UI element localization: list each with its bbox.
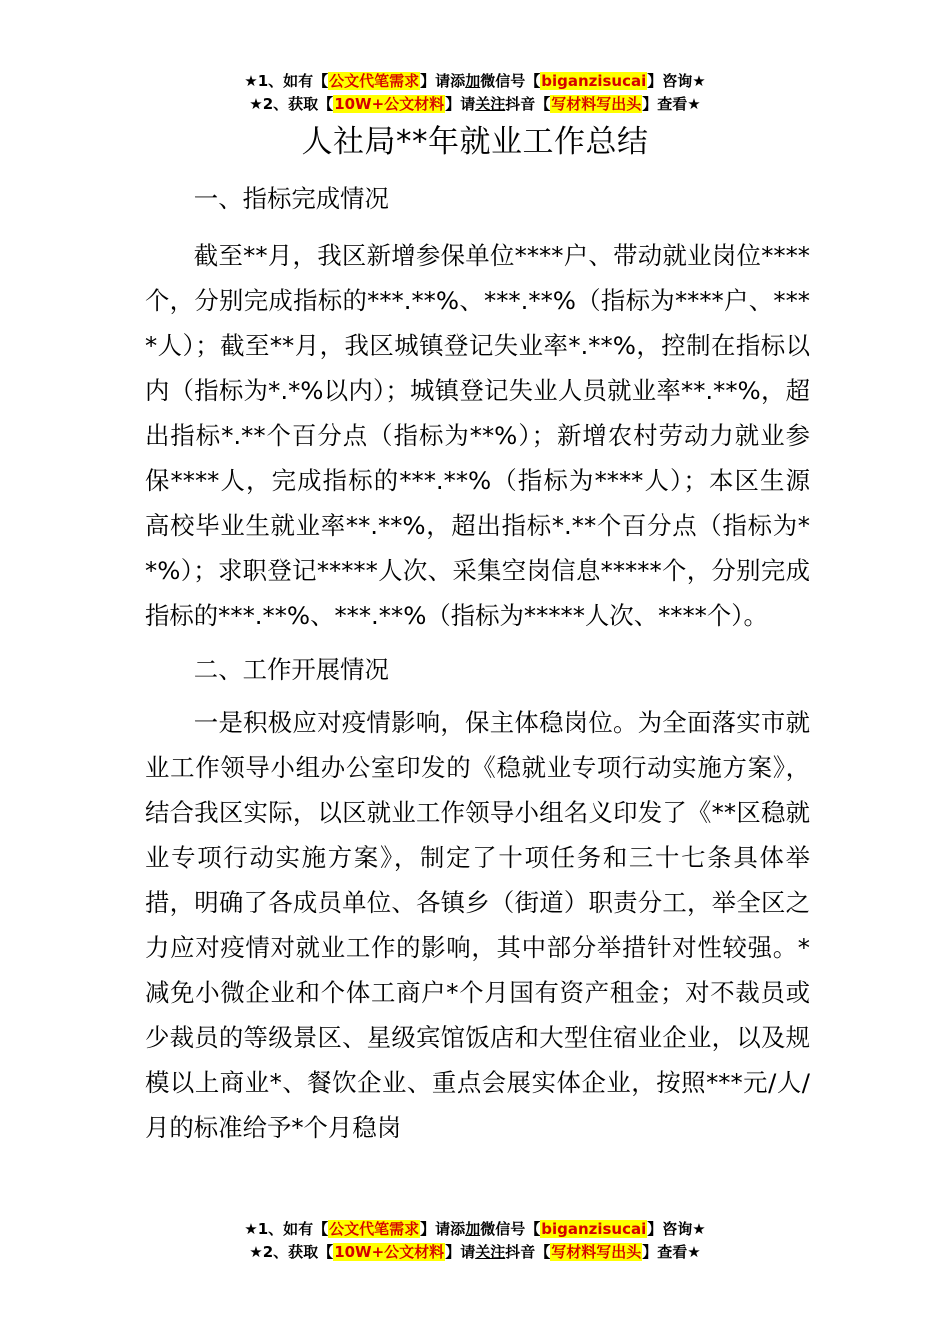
document-body bbox=[145, 176, 810, 1150]
document-title: 人社局**年就业工作总结 bbox=[301, 124, 649, 160]
section-2-paragraph: 一是积极应对疫情影响，保主体稳岗位。为全面落实市就业工作领导小组办公室印发的《稳就业专项行动实施方案》，结合我区实际，以区就业工作领导小组名义印发了《**区稳就业专项行动实施方案》，制定了十项任务和三十七条具体举措，明确了各成员单位、各镇乡（街道）职责分工，举全区之力应对疫情对就业工作的影响，其中部分举措针对性较强。*减免小微企业和个体工商户*个月国有资产租金；对不裁员或少裁员的等级景区、星级宾馆饭店和大型住宿业企业，以及规模以上商业*、餐饮企业、重点会展实体企业，按照***元/人/月的标准给予*个月稳岗 bbox=[145, 708, 810, 1142]
highlight-douyin: 写材料写出头 bbox=[551, 95, 642, 113]
highlight-service: 公文代笔需求 bbox=[329, 1220, 420, 1238]
highlight-service: 公文代笔需求 bbox=[329, 72, 420, 90]
section-2-heading: 二、工作开展情况 bbox=[193, 655, 389, 684]
banner-line-1: ★1、如有【公文代笔需求】请添加微信号【biganzisucai】咨询★ bbox=[244, 72, 706, 90]
highlight-materials: 10W+公文材料 bbox=[334, 1243, 445, 1261]
highlight-wechat-id: biganzisucai bbox=[541, 72, 647, 90]
banner-line-1: ★1、如有【公文代笔需求】请添加微信号【biganzisucai】咨询★ bbox=[244, 1220, 706, 1238]
section-1-heading: 一、指标完成情况 bbox=[193, 184, 389, 213]
banner-line-2: ★2、获取【10W+公文材料】请关注抖音【写材料写出头】查看★ bbox=[249, 1243, 701, 1261]
top-banner bbox=[0, 70, 950, 116]
highlight-douyin: 写材料写出头 bbox=[551, 1243, 642, 1261]
bottom-banner bbox=[0, 1218, 950, 1264]
highlight-wechat-id: biganzisucai bbox=[541, 1220, 647, 1238]
banner-line-2: ★2、获取【10W+公文材料】请关注抖音【写材料写出头】查看★ bbox=[249, 95, 701, 113]
highlight-materials: 10W+公文材料 bbox=[334, 95, 445, 113]
section-1-paragraph: 截至**月，我区新增参保单位****户、带动就业岗位****个，分别完成指标的***.**%、***.**%（指标为****户、****人）；截至**月，我区城镇登记失业率*.**%，控制在指标以内（指标为*.*%以内）；城镇登记失业人员就业率**.**%，超出指标*.**个百分点（指标为**%）；新增农村劳动力就业参保****人，完成指标的***.**%（指标为****人）；本区生源高校毕业生就业率**.**%，超出指标*.**个百分点（指标为**%）；求职登记*****人次、采集空岗信息*****个，分别完成指标的***.**%、***.**%（指标为*****人次、****个）。 bbox=[145, 241, 810, 630]
